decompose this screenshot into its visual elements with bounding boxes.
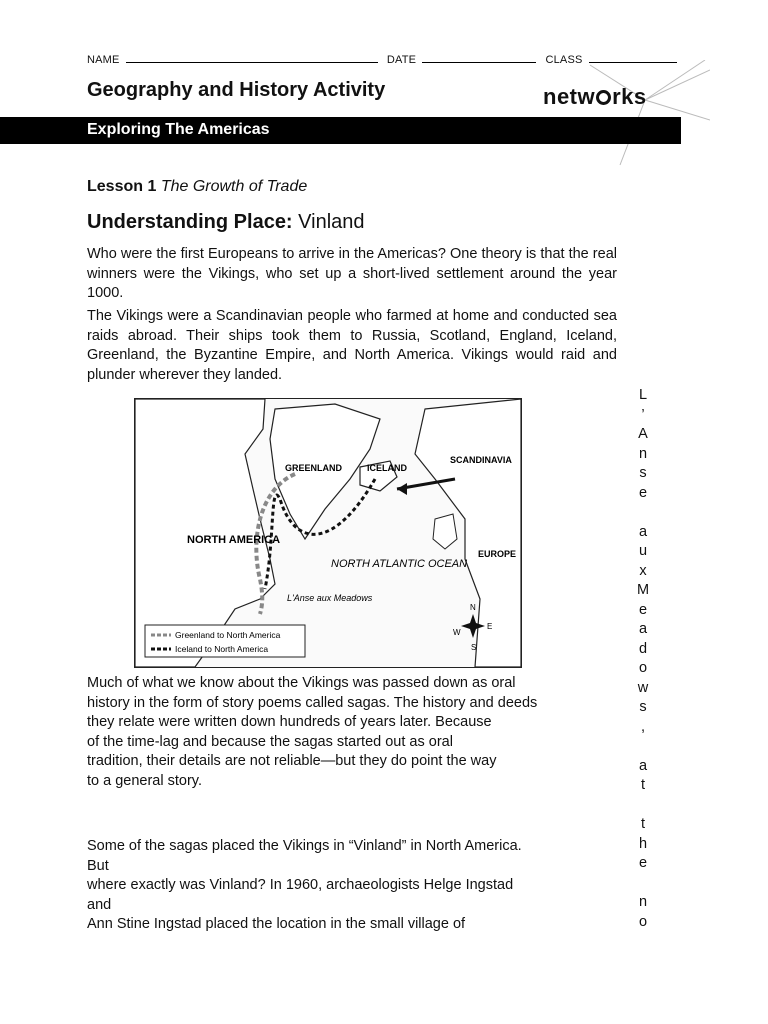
date-field[interactable] [422, 50, 536, 63]
map-legend [145, 625, 305, 657]
vertical-char: a [638, 621, 648, 637]
vertical-char: h [638, 835, 648, 852]
page-title: Geography and History Activity [87, 79, 386, 101]
vertical-char: a [638, 757, 648, 774]
vertical-char [636, 503, 650, 523]
networks-logo: netw rks [543, 84, 647, 109]
paragraph-1: Who were the first Europeans to arrive in the Americas? One theory is that the real winners were the Vikings, who set up a short-lived settlement around the year 1000. [87, 246, 617, 301]
vertical-char: o [638, 913, 648, 930]
vertical-char: u [638, 543, 648, 559]
logo-o-icon [596, 90, 611, 105]
paragraph-2: The Vikings were a Scandinavian people who farmed at home and conducted sea raids abroad. Their ships took them to Russia, Scotland, England, Iceland, Greenland, the Byzantine Empire, and North America. Vikings would raid and plunder wherever they landed. [87, 308, 617, 383]
map-label-iceland: ICELAND [367, 463, 407, 473]
vertical-char: n [638, 445, 648, 462]
class-label: CLASS [545, 54, 583, 66]
vertical-char [636, 796, 650, 816]
vertical-char: M [636, 582, 650, 598]
vertical-char [636, 874, 650, 894]
legend-route-2: Iceland to North America [175, 644, 269, 654]
vertical-char: x [639, 562, 647, 579]
section-heading: Understanding Place: Vinland [87, 211, 365, 233]
vertical-char: , [640, 718, 646, 735]
vertical-char [636, 737, 650, 757]
name-field[interactable] [126, 50, 378, 63]
viking-routes-map [134, 398, 522, 668]
vertical-char: ’ [641, 406, 645, 423]
map-label-site: L'Anse aux Meadows [287, 593, 373, 603]
banner [0, 117, 681, 144]
vertical-char: s [639, 699, 647, 715]
vertical-char: n [638, 894, 648, 910]
vertical-char: t [640, 816, 646, 832]
map-label-north-america: NORTH AMERICA [187, 534, 281, 546]
paragraph-4: Some of the sagas placed the Vikings in “Vinland” in North America. But where exactly was Vinland? In 1960, archaeologists Helge Ingstad and Ann Stine Ingstad placed the location in the small village of [87, 838, 522, 932]
date-label: DATE [386, 54, 417, 66]
vertical-text-column [636, 386, 650, 932]
vertical-char: e [638, 855, 648, 871]
legend-route-1: Greenland to North America [175, 630, 281, 640]
vertical-char: a [638, 523, 648, 540]
vertical-char: e [638, 601, 648, 618]
svg-text:N: N [470, 603, 476, 612]
svg-text:E: E [487, 622, 493, 631]
vertical-char: s [639, 465, 647, 481]
lesson-heading: Lesson 1 The Growth of Trade [87, 178, 308, 195]
banner-title: Exploring The Americas [87, 121, 270, 138]
vertical-char: t [640, 777, 646, 793]
map-label-ocean: NORTH ATLANTIC OCEAN [331, 558, 468, 570]
vertical-char: L [638, 387, 648, 403]
map-label-europe: EUROPE [478, 549, 517, 559]
brand-rays-decoration [560, 60, 710, 170]
vertical-char: e [638, 484, 648, 501]
vertical-char: w [637, 679, 649, 696]
svg-text:S: S [471, 643, 477, 652]
vertical-char: o [638, 660, 648, 676]
vertical-char: A [638, 426, 648, 442]
vertical-char: d [638, 640, 648, 657]
name-label: NAME [87, 54, 120, 66]
map-label-scandinavia: SCANDINAVIA [450, 455, 512, 465]
paragraph-3: Much of what we know about the Vikings was passed down as oral history in the form of story poems called sagas. The history and deeds they relate were written down hundreds of years later. Because of the time-lag and because the sagas started out as oral tradition, their details are not reliable—but they do point the way to a general story. [87, 675, 538, 789]
svg-text:W: W [453, 628, 461, 637]
map-label-greenland: GREENLAND [285, 463, 343, 473]
